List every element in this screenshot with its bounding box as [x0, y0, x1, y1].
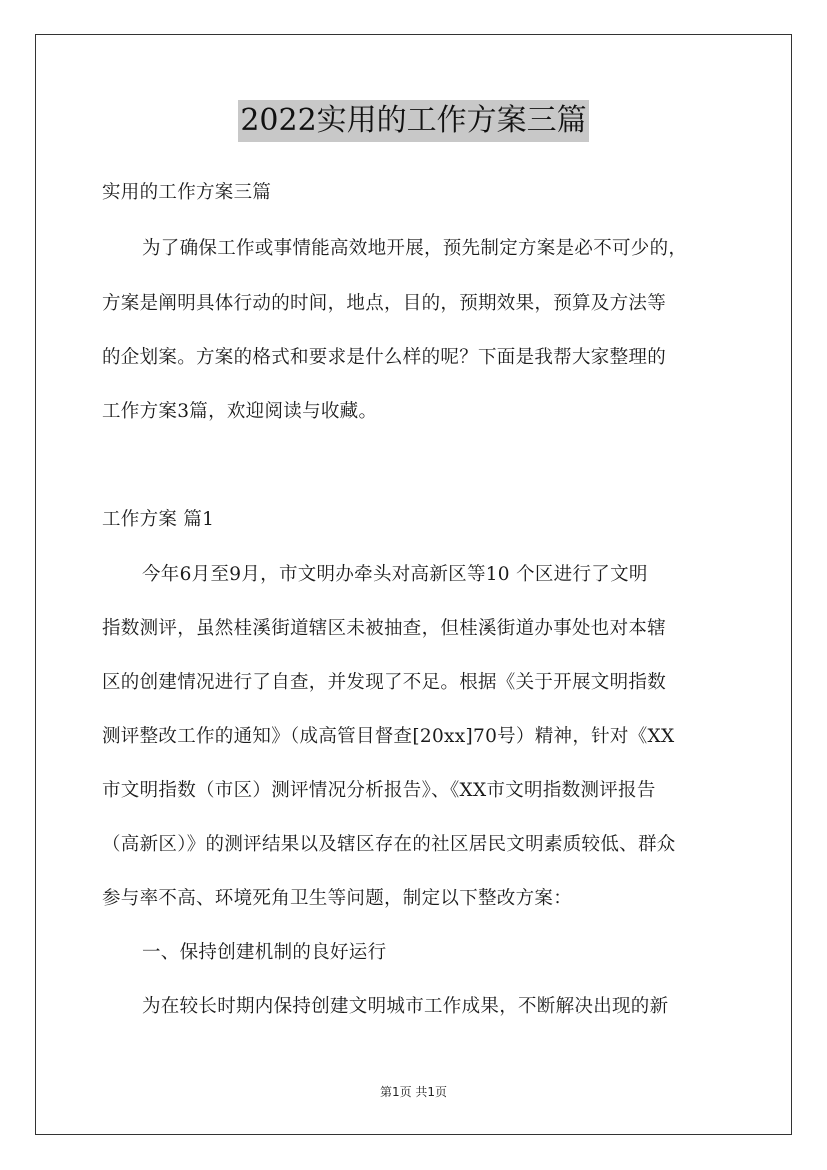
body-line-4: 测评整改工作的通知》（成高管目督查[20xx]70号）精神，针对《XX [102, 726, 675, 747]
intro-line-2: 方案是阐明具体行动的时间，地点，目的，预期效果，预算及方法等 [102, 293, 667, 314]
body-line-2: 指数测评，虽然桂溪街道辖区未被抽查，但桂溪街道办事处也对本辖 [102, 618, 667, 639]
body-line-1: 今年6月至9月，市文明办牵头对高新区等10 个区进行了文明 [142, 564, 648, 585]
body-line-3: 区的创建情况进行了自查，并发现了不足。根据《关于开展文明指数 [102, 672, 667, 693]
page-footer: 第1页 共1页 [379, 1085, 448, 1099]
body-line-5: 市文明指数（市区）测评情况分析报告》、《XX市文明指数测评报告 [102, 780, 656, 801]
title-container [0, 100, 827, 142]
subtitle-line: 实用的工作方案三篇 [102, 182, 272, 203]
subheading-line: 一、保持创建机制的良好运行 [142, 942, 387, 963]
body-line-7: 参与率不高、环境死角卫生等问题，制定以下整改方案： [102, 888, 573, 909]
intro-line-4: 工作方案3篇，欢迎阅读与收藏。 [102, 401, 378, 422]
body-line-8: 为在较长时期内保持创建文明城市工作成果，不断解决出现的新 [142, 996, 669, 1017]
section-heading: 工作方案 篇1 [102, 509, 215, 530]
intro-line-1: 为了确保工作或事情能高效地开展，预先制定方案是必不可少的， [142, 238, 688, 259]
body-line-6: （高新区）》的测评结果以及辖区存在的社区居民文明素质较低、群众 [102, 834, 676, 855]
intro-line-3: 的企划案。方案的格式和要求是什么样的呢？下面是我帮大家整理的 [102, 347, 667, 368]
document-title: 2022实用的工作方案三篇 [238, 100, 588, 142]
